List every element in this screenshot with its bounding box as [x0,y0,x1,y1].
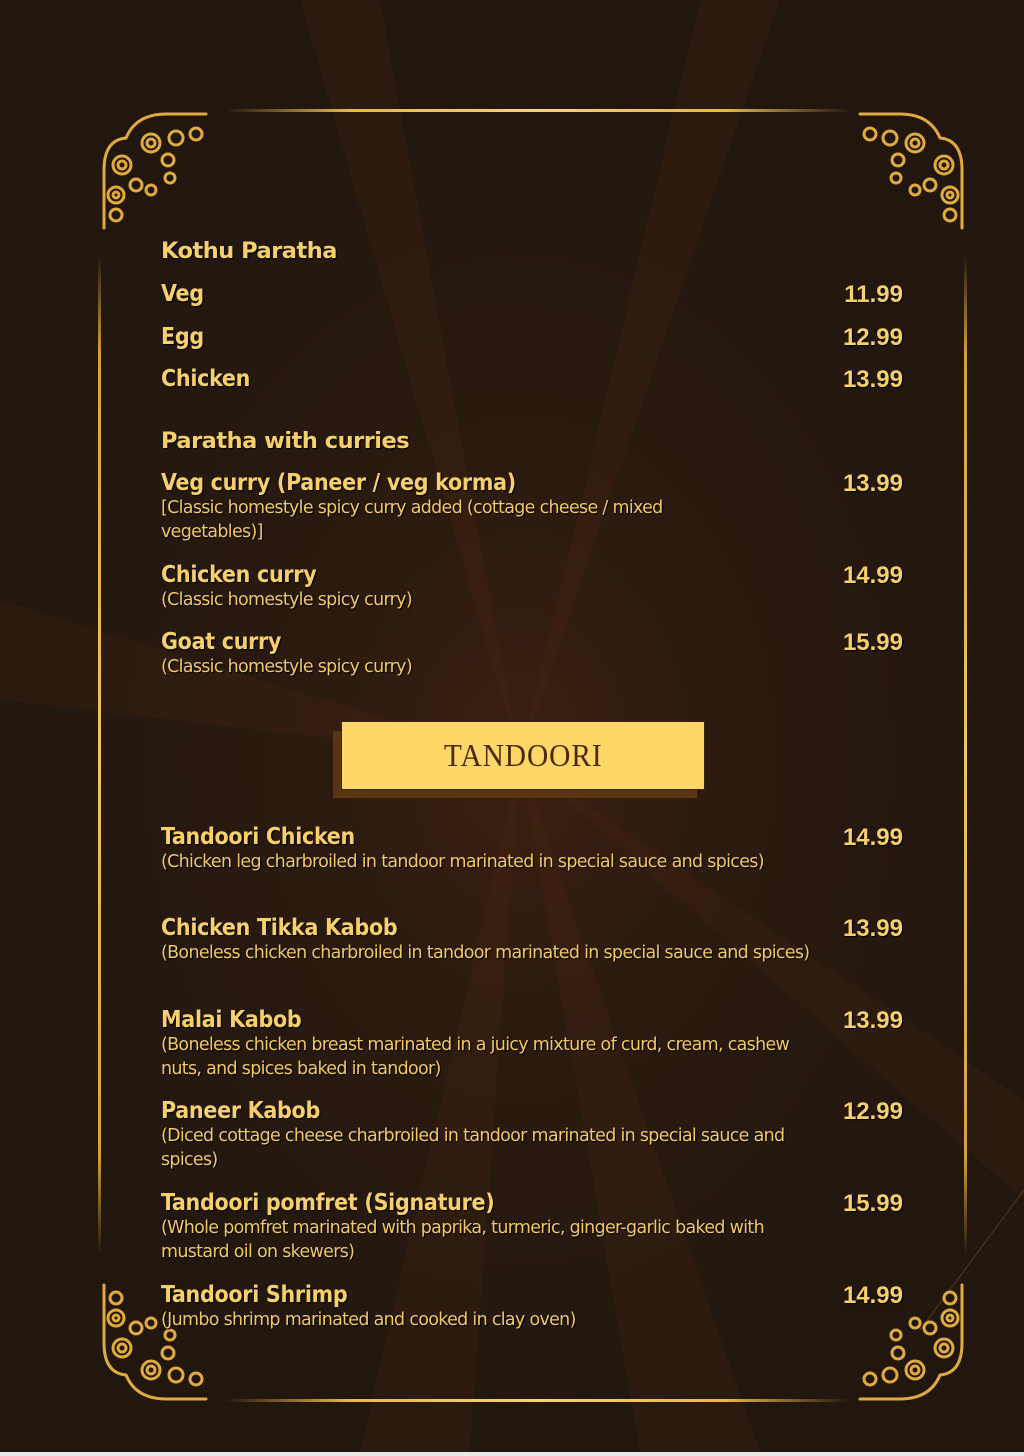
item-name: Chicken Tikka Kabob [161,915,398,941]
item-description: (Classic homestyle spicy curry) [161,657,412,677]
item-description: (Chicken leg charbroiled in tandoor marinated in special sauce and spices) [161,852,764,872]
item-price: 14.99 [842,1282,903,1309]
banner-title: TANDOORI [443,737,603,773]
item-name: Chicken curry [161,562,317,588]
menu-item [161,366,903,392]
item-price: 14.99 [842,824,903,851]
item-description: (Boneless chicken charbroiled in tandoor marinated in special sauce and spices) [161,943,810,963]
item-price: 14.99 [842,562,903,589]
ornamental-corner-icon [96,110,216,230]
menu-item [161,562,903,612]
menu-item [161,1007,903,1081]
item-name: Paneer Kabob [161,1098,320,1124]
item-price: 13.99 [842,470,903,497]
item-name: Goat curry [161,629,282,655]
menu-item [161,1098,903,1172]
ornamental-corner-icon [850,110,970,230]
menu-item [161,1190,903,1264]
item-description: (Whole pomfret marinated with paprika, turmeric, ginger-garlic baked with mustard oil on skewers) [161,1218,764,1262]
item-price: 12.99 [842,324,903,351]
section-heading-kothu: Kothu Paratha [161,238,337,264]
item-price: 13.99 [842,1007,903,1034]
menu-item [161,281,903,307]
item-price: 15.99 [842,629,903,656]
frame-right-line [964,255,967,1255]
item-price: 13.99 [842,915,903,942]
menu-item [161,1282,903,1332]
section-heading-curries: Paratha with curries [161,428,410,454]
item-name: Tandoori pomfret (Signature) [161,1190,495,1216]
item-name: Malai Kabob [161,1007,302,1033]
section-banner-tandoori [341,721,705,790]
item-price: 15.99 [842,1190,903,1217]
item-name: Egg [161,324,204,350]
item-description: [Classic homestyle spicy curry added (cottage cheese / mixed vegetables)] [161,498,663,542]
item-description: (Classic homestyle spicy curry) [161,590,412,610]
frame-top-line [225,109,850,112]
item-price: 12.99 [842,1098,903,1125]
menu-item [161,324,903,350]
menu-item [161,915,903,965]
menu-item [161,629,903,679]
item-description: (Jumbo shrimp marinated and cooked in clay oven) [161,1310,576,1330]
frame-left-line [98,255,101,1255]
item-name: Veg [161,281,204,307]
item-name: Tandoori Chicken [161,824,355,850]
item-price: 11.99 [844,281,903,308]
item-name: Veg curry (Paneer / veg korma) [161,470,516,496]
item-description: (Boneless chicken breast marinated in a juicy mixture of curd, cream, cashew nuts, and spices baked in tandoor) [161,1035,790,1079]
item-name: Chicken [161,366,251,392]
item-price: 13.99 [842,366,903,393]
item-description: (Diced cottage cheese charbroiled in tandoor marinated in special sauce and spices) [161,1126,785,1170]
menu-item [161,470,903,544]
frame-bottom-line [225,1399,850,1402]
menu-item [161,824,903,874]
item-name: Tandoori Shrimp [161,1282,348,1308]
